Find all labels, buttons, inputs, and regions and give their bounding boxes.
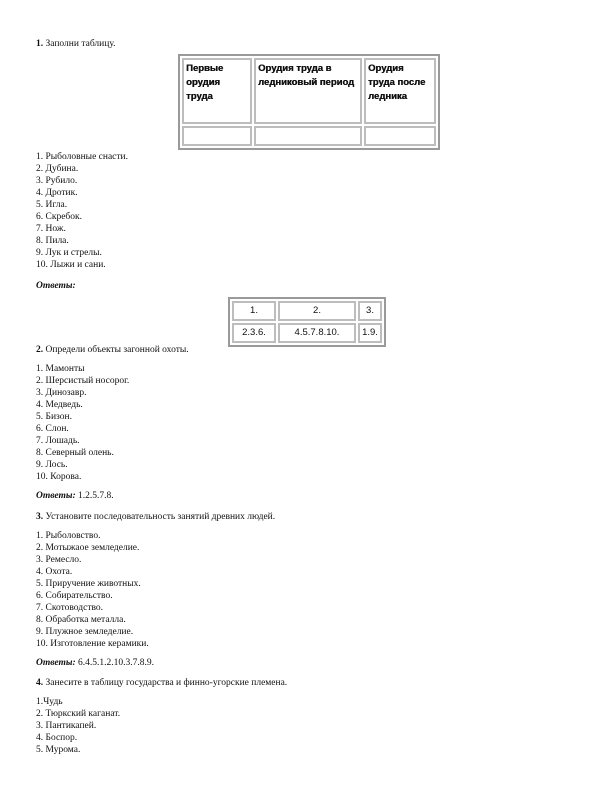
list-item: 9. Плужное земледелие. bbox=[36, 627, 134, 637]
list-item: 10. Изготовление керамики. bbox=[36, 639, 149, 649]
task1-table-header-1: Первые орудия труда bbox=[182, 58, 252, 124]
task1-table-cell-2[interactable] bbox=[254, 126, 362, 146]
list-item: 3. Пантикапей. bbox=[36, 721, 97, 731]
list-item: 9. Лось. bbox=[36, 460, 68, 470]
list-item: 10. Лыжи и сани. bbox=[36, 260, 106, 270]
task2-title: Определи объекты загонной охоты. bbox=[45, 345, 189, 355]
list-item: 8. Северный олень. bbox=[36, 448, 114, 458]
list-item: 3. Ремесло. bbox=[36, 555, 82, 565]
task4-title: Занесите в таблицу государства и финно-угорские племена. bbox=[45, 678, 288, 688]
task2-answer bbox=[36, 490, 114, 502]
list-item: 4. Медведь. bbox=[36, 400, 83, 410]
list-item: 3. Динозавр. bbox=[36, 388, 87, 398]
task1-answer-value-row bbox=[232, 323, 382, 343]
list-item: 6. Слон. bbox=[36, 424, 69, 434]
list-item: 5. Приручение животных. bbox=[36, 579, 141, 589]
task1-answer-label: Ответы: bbox=[36, 281, 76, 291]
answer-col-2-header: 2. bbox=[278, 301, 356, 321]
task3-number: 3. bbox=[36, 512, 44, 522]
list-item: 2. Шерсистый носорог. bbox=[36, 376, 130, 386]
task3-heading bbox=[36, 511, 275, 523]
list-item: 2. Тюркский каганат. bbox=[36, 709, 121, 719]
task3-answer-value: 6.4.5.1.2.10.3.7.8.9. bbox=[78, 658, 154, 668]
list-item: 9. Лук и стрелы. bbox=[36, 248, 102, 258]
task1-table-cell-3[interactable] bbox=[364, 126, 436, 146]
task2-answer-label: Ответы: bbox=[36, 491, 76, 501]
list-item: 4. Охота. bbox=[36, 567, 73, 577]
answer-col-2-value: 4.5.7.8.10. bbox=[278, 323, 356, 343]
list-item: 10. Корова. bbox=[36, 472, 82, 482]
task1-table-empty-row bbox=[182, 126, 436, 146]
task3-title: Установите последовательность занятий древних людей. bbox=[45, 512, 276, 522]
list-item: 5. Бизон. bbox=[36, 412, 72, 422]
task1-answer-table bbox=[228, 297, 386, 347]
list-item: 1. Мамонты bbox=[36, 364, 85, 374]
list-item: 2. Мотыжаое земледелие. bbox=[36, 543, 140, 553]
task2-heading bbox=[36, 344, 189, 356]
answer-col-1-header: 1. bbox=[232, 301, 276, 321]
task2-answer-value: 1.2.5.7.8. bbox=[78, 491, 114, 501]
list-item: 4. Дротик. bbox=[36, 188, 78, 198]
list-item: 7. Нож. bbox=[36, 224, 66, 234]
task1-heading bbox=[36, 38, 116, 50]
task3-answer bbox=[36, 657, 154, 669]
answer-col-3-value: 1.9. bbox=[358, 323, 382, 343]
task1-title: Заполни таблицу. bbox=[45, 39, 116, 49]
answer-col-3-header: 3. bbox=[358, 301, 382, 321]
answer-col-1-value: 2.3.6. bbox=[232, 323, 276, 343]
list-item: 4. Боспор. bbox=[36, 733, 78, 743]
list-item: 2. Дубина. bbox=[36, 164, 79, 174]
list-item: 1.Чудь bbox=[36, 697, 63, 707]
task1-table-header-3: Орудия труда после ледника bbox=[364, 58, 436, 124]
task1-table bbox=[178, 54, 440, 150]
list-item: 5. Игла. bbox=[36, 200, 68, 210]
list-item: 1. Рыболовство. bbox=[36, 531, 101, 541]
task2-number: 2. bbox=[36, 345, 44, 355]
task4-number: 4. bbox=[36, 678, 44, 688]
list-item: 8. Пила. bbox=[36, 236, 69, 246]
list-item: 7. Скотоводство. bbox=[36, 603, 104, 613]
task1-table-header-row bbox=[182, 58, 436, 124]
list-item: 7. Лошадь. bbox=[36, 436, 80, 446]
task2-list bbox=[36, 363, 129, 483]
list-item: 1. Рыболовные снасти. bbox=[36, 152, 129, 162]
list-item: 6. Скребок. bbox=[36, 212, 82, 222]
task3-answer-label: Ответы: bbox=[36, 658, 76, 668]
task1-number: 1. bbox=[36, 39, 44, 49]
task1-list bbox=[36, 151, 128, 271]
task4-list bbox=[36, 696, 120, 756]
task1-table-header-2: Орудия труда в ледниковый период bbox=[254, 58, 362, 124]
list-item: 5. Мурома. bbox=[36, 745, 81, 755]
task4-heading bbox=[36, 677, 287, 689]
list-item: 3. Рубило. bbox=[36, 176, 78, 186]
task1-table-cell-1[interactable] bbox=[182, 126, 252, 146]
list-item: 8. Обработка металла. bbox=[36, 615, 126, 625]
list-item: 6. Собирательство. bbox=[36, 591, 113, 601]
task3-list bbox=[36, 530, 149, 650]
task1-answer-header-row bbox=[232, 301, 382, 321]
